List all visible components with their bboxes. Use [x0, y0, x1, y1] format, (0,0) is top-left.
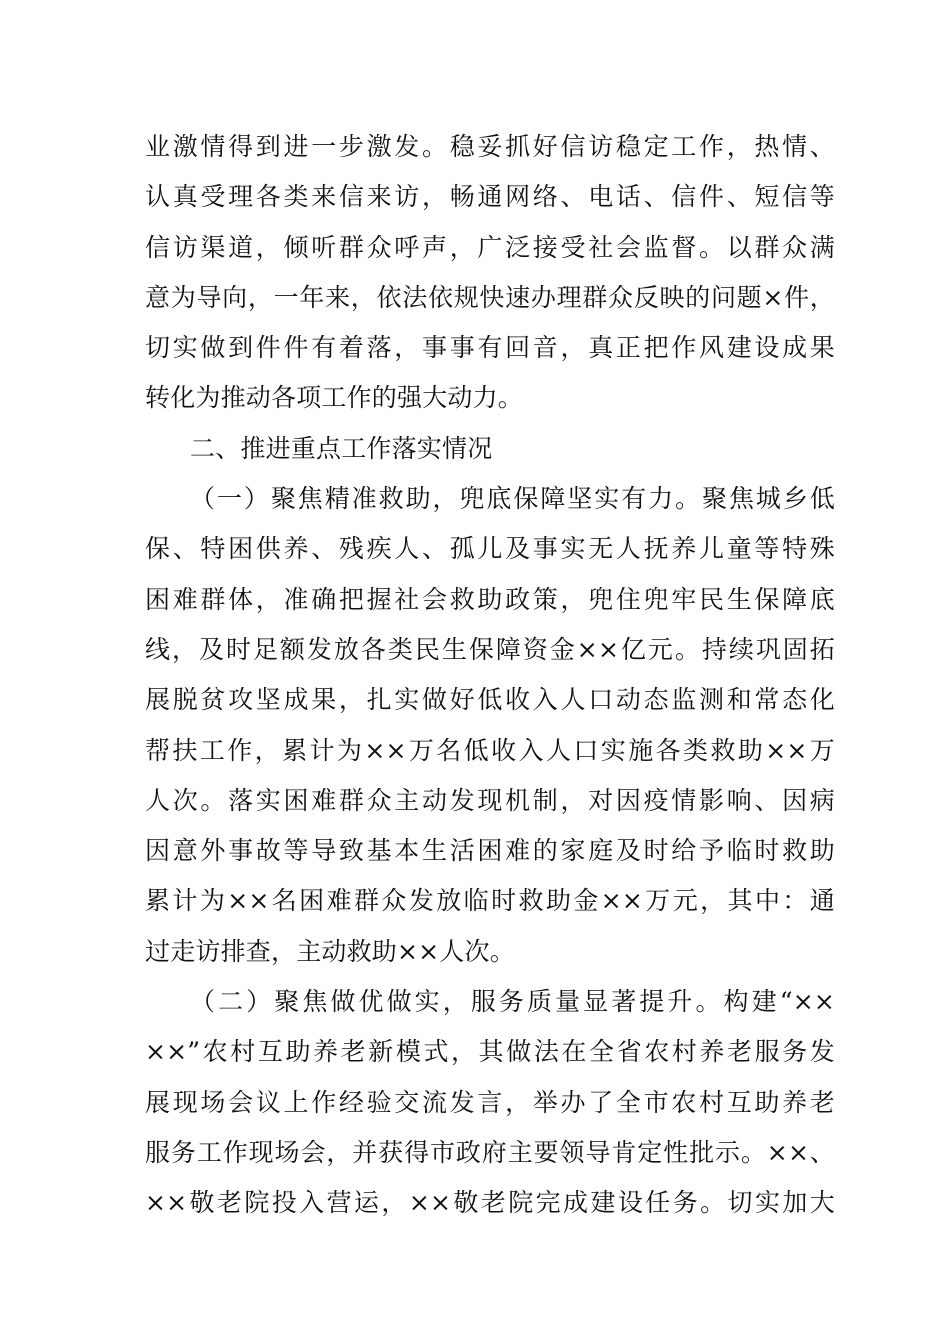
- text-line: 累计为××名困难群众发放临时救助金××万元，其中：通: [145, 886, 835, 916]
- text-line: 人次。落实困难群众主动发现机制，对因疫情影响、因病: [145, 785, 835, 815]
- text-line: 困难群体，准确把握社会救助政策，兜住兜牢民生保障底: [145, 584, 835, 614]
- text-line: 线，及时足额发放各类民生保障资金××亿元。持续巩固拓: [145, 634, 835, 664]
- text-line: 业激情得到进一步激发。稳妥抓好信访稳定工作，热情、: [145, 132, 835, 161]
- text-line: 信访渠道，倾听群众呼声，广泛接受社会监督。以群众满: [145, 232, 835, 262]
- text-line: ××敬老院投入营运，××敬老院完成建设任务。切实加大: [145, 1188, 835, 1218]
- text-line: 转化为推动各项工作的强大动力。: [145, 383, 524, 413]
- text-line: 切实做到件件有着落，事事有回音，真正把作风建设成果: [145, 333, 835, 363]
- text-line: ××”农村互助养老新模式，其做法在全省农村养老服务发: [145, 1037, 835, 1067]
- text-line: 过走访排查，主动救助××人次。: [145, 936, 515, 966]
- text-line: 因意外事故等导致基本生活困难的家庭及时给予临时救助: [145, 836, 835, 866]
- text-line: 保、特困供养、残疾人、孤儿及事实无人抚养儿童等特殊: [145, 534, 835, 564]
- text-line: 意为导向，一年来，依法依规快速办理群众反映的问题×件，: [145, 282, 835, 312]
- paragraph-first-line: （一）聚焦精准救助，兜底保障坚实有力。聚焦城乡低: [190, 484, 835, 514]
- text-line: 展脱贫攻坚成果，扎实做好低收入人口动态监测和常态化: [145, 685, 835, 715]
- paragraph-first-line: （二）聚焦做优做实，服务质量显著提升。构建“××: [190, 987, 835, 1017]
- document-body: [145, 122, 835, 1229]
- text-line: 服务工作现场会，并获得市政府主要领导肯定性批示。××、: [145, 1137, 835, 1167]
- section-heading: 二、推进重点工作落实情况: [190, 433, 493, 463]
- text-line: 认真受理各类来信来访，畅通网络、电话、信件、短信等: [145, 182, 835, 212]
- text-line: 展现场会议上作经验交流发言，举办了全市农村互助养老: [145, 1087, 835, 1117]
- text-line: 帮扶工作，累计为××万名低收入人口实施各类救助××万: [145, 735, 835, 765]
